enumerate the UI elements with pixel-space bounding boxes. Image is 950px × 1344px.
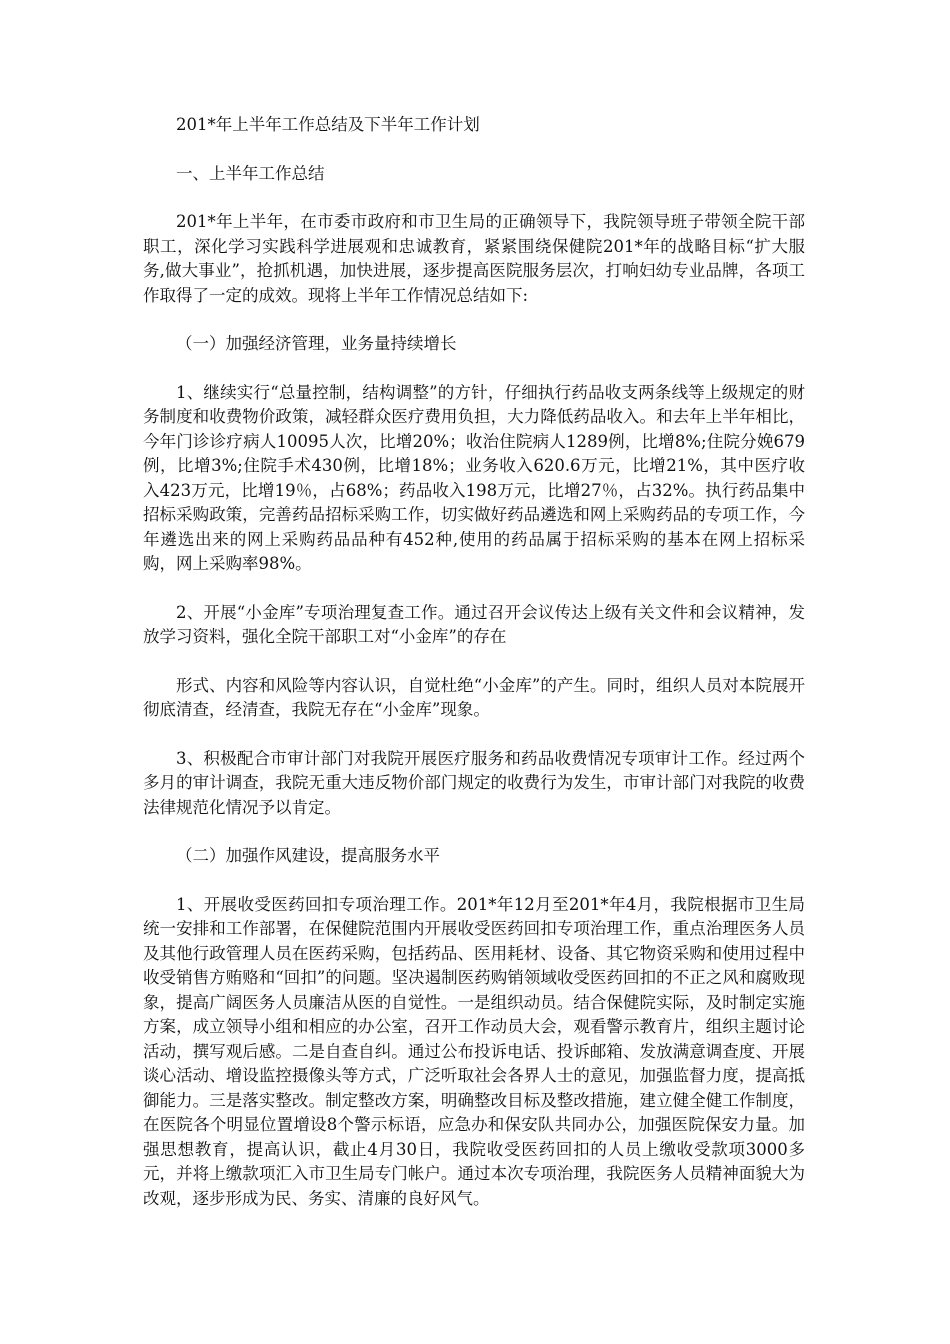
section-heading-1: 一、上半年工作总结 (176, 163, 325, 183)
paragraph-4: 1、开展收受医药回扣专项治理工作。201*年12月至201*年4月，我院根据市卫生局统一安排和工作部署，在保健院范围内开展收受医药回扣专项治理工作，重点治理医务人员及其他行政管理人员在医药采购，包括药品、医用耗材、设备、其它物资采购和使用过程中收受销售方贿赂和“回扣”的问题。坚决遏制医药购销领域收受医药回扣的不正之风和腐败现象，提高广阔医务人员廉洁从医的自觉性。一是组织动员。结合保健院实际，及时制定实施方案，成立领导小组和相应的办公室，召开工作动员大会，观看警示教育片，组织主题讨论活动，撰写观后感。二是自查自纠。通过公布投诉电话、投诉邮箱、发放满意调查度、开展谈心活动、增设监控摄像头等方式，广泛听取社会各界人士的意见，加强监督力度，提高抵御能力。三是落实整改。制定整改方案，明确整改目标及整改措施，建立健全健工作制度，在医院各个明显位置增设8个警示标语，应急办和保安队共同办公，加强医院保安力量。加强思想教育，提高认识，截止4月30日，我院收受医药回扣的人员上缴收受款项3000多元，并将上缴款项汇入市卫生局专门帐户。通过本次专项治理，我院医务人员精神面貌大为改观，逐步形成为民、务实、清廉的良好风气。 (143, 894, 805, 1208)
document-page (143, 113, 805, 1235)
paragraph-2: 2、开展“小金库”专项治理复查工作。通过召开会议传达上级有关文件和会议精神，发放学习资料，强化全院干部职工对“小金库”的存在 (143, 602, 805, 646)
paragraph-1: 1、继续实行“总量控制，结构调整”的方针，仔细执行药品收支两条线等上级规定的财务制度和收费物价政策，减轻群众医疗费用负担，大力降低药品收入。和去年上半年相比，今年门诊诊疗病人10095人次，比增20%；收治住院病人1289例，比增8%;住院分娩679例，比增3%;住院手术430例，比增18%；业务收入620.6万元，比增21%，其中医疗收入423万元，比增19％，占68%；药品收入198万元，比增27％，占32%。执行药品集中招标采购政策，完善药品招标采购工作，切实做好药品遴选和网上采购药品的专项工作，今年遴选出来的网上采购药品品种有452种,使用的药品属于招标采购的基本在网上招标采购，网上采购率98%。 (143, 382, 805, 573)
subsection-heading-1: （一）加强经济管理，业务量持续增长 (176, 334, 457, 353)
subsection-heading-2: （二）加强作风建设，提高服务水平 (176, 846, 440, 865)
document-title: 201*年上半年工作总结及下半年工作计划 (176, 115, 480, 134)
paragraph-2-continued: 形式、内容和风险等内容认识，自觉杜绝“小金库”的产生。同时，组织人员对本院展开彻底清查，经清查，我院无存在“小金库”现象。 (143, 675, 805, 719)
paragraph-3: 3、积极配合市审计部门对我院开展医疗服务和药品收费情况专项审计工作。经过两个多月的审计调查，我院无重大违反物价部门规定的收费行为发生，市审计部门对我院的收费法律规范化情况予以肯定。 (143, 748, 805, 817)
intro-paragraph: 201*年上半年，在市委市政府和市卫生局的正确领导下，我院领导班子带领全院干部职工，深化学习实践科学进展观和忠诚教育，紧紧围绕保健院201*年的战略目标“扩大服务,做大事业”，抢抓机遇，加快进展，逐步提高医院服务层次，打响妇幼专业品牌，各项工作取得了一定的成效。现将上半年工作情况总结如下: (143, 212, 805, 305)
